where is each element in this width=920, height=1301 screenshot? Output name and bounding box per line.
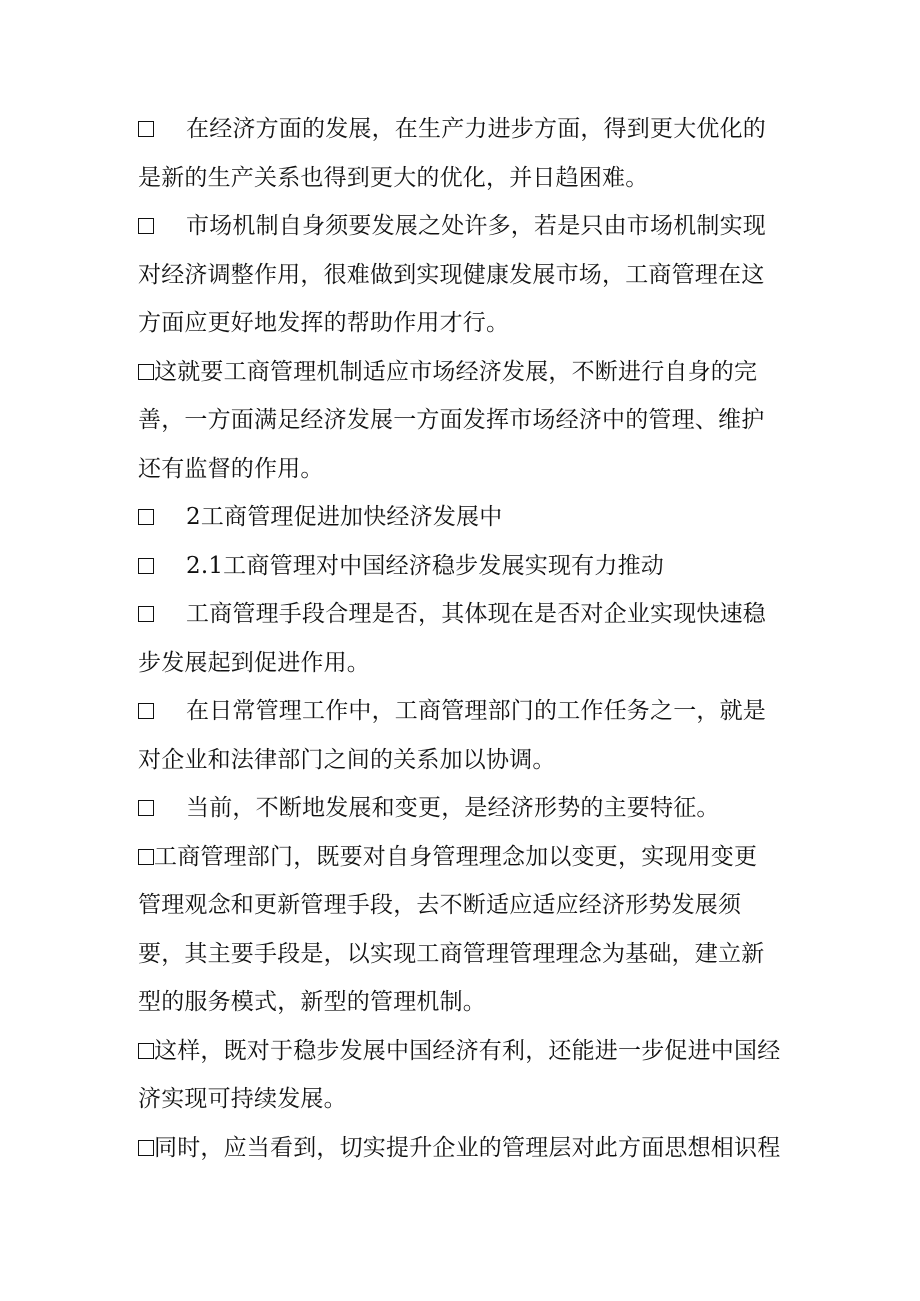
checkbox-bullet-icon	[138, 364, 154, 380]
paragraph	[138, 105, 788, 202]
line-text: 这样，既对于稳步发展中国经济有利，还能进一步促进中国经	[154, 1037, 781, 1064]
text-line	[138, 784, 788, 833]
paragraph	[138, 202, 788, 348]
line-text: 工商管理手段合理是否，其体现在是否对企业实现快速稳	[186, 601, 766, 627]
checkbox-bullet-icon	[138, 849, 154, 865]
paragraph	[138, 784, 788, 833]
line-text: 2.1工商管理对中国经济稳步发展实现有力推动	[186, 552, 664, 579]
checkbox-bullet-icon	[138, 121, 154, 137]
line-text: 要，其主要手段是，以实现工商管理管理理念为基础，建立新	[138, 940, 765, 967]
paragraph	[138, 1027, 788, 1124]
line-text: 管理观念和更新管理手段，去不断适应适应经济形势发展须	[138, 892, 742, 918]
checkbox-bullet-icon	[138, 218, 154, 234]
line-text: 对企业和法律部门之间的关系加以协调。	[138, 746, 556, 773]
text-line	[138, 202, 788, 251]
line-text: 对经济调整作用，很难做到实现健康发展市场，工商管理在这	[138, 261, 765, 288]
paragraph	[138, 687, 788, 784]
text-line	[138, 1124, 788, 1173]
text-line	[138, 687, 788, 736]
paragraph	[138, 493, 788, 542]
line-text: 工商管理部门，既要对自身管理理念加以变更，实现用变更	[154, 843, 758, 870]
line-text: 这就要工商管理机制适应市场经济发展，不断进行自身的完	[154, 358, 758, 385]
line-text: 市场机制自身须要发展之处许多，若是只由市场机制实现	[186, 213, 766, 239]
line-text: 同时，应当看到，切实提升企业的管理层对此方面思想相识程	[154, 1134, 781, 1161]
text-line	[138, 396, 788, 445]
paragraph	[138, 833, 788, 1027]
text-line	[138, 299, 788, 348]
line-text: 是新的生产关系也得到更大的优化，并日趋困难。	[138, 164, 649, 191]
line-text: 在日常管理工作中，工商管理部门的工作任务之一，就是	[186, 698, 766, 724]
line-text: 在经济方面的发展，在生产力进步方面，得到更大优化的	[186, 116, 766, 142]
line-text: 还有监督的作用。	[138, 455, 324, 482]
line-text: 济实现可持续发展。	[138, 1086, 347, 1112]
document-page	[138, 105, 788, 1172]
line-text: 善，一方面满足经济发展一方面发挥市场经济中的管理、维护	[138, 407, 765, 433]
text-line	[138, 639, 788, 688]
line-text: 2工商管理促进加快经济发展中	[186, 504, 503, 530]
checkbox-bullet-icon	[138, 703, 154, 719]
line-text: 步发展起到促进作用。	[138, 649, 370, 676]
text-line	[138, 1075, 788, 1124]
text-line	[138, 833, 788, 882]
checkbox-bullet-icon	[138, 606, 154, 622]
checkbox-bullet-icon	[138, 1043, 154, 1059]
checkbox-bullet-icon	[138, 800, 154, 816]
text-line	[138, 736, 788, 785]
line-text: 型的服务模式，新型的管理机制。	[138, 989, 486, 1015]
text-line	[138, 978, 788, 1027]
checkbox-bullet-icon	[138, 509, 154, 525]
paragraph	[138, 590, 788, 687]
line-text: 当前，不断地发展和变更，是经济形势的主要特征。	[186, 795, 720, 821]
line-text: 方面应更好地发挥的帮助作用才行。	[138, 310, 510, 336]
text-line	[138, 881, 788, 930]
text-line	[138, 590, 788, 639]
text-line	[138, 154, 788, 203]
text-line	[138, 493, 788, 542]
text-line	[138, 251, 788, 300]
text-line	[138, 348, 788, 397]
text-line	[138, 1027, 788, 1076]
text-line	[138, 445, 788, 494]
text-line	[138, 542, 788, 591]
text-line	[138, 930, 788, 979]
paragraph	[138, 348, 788, 494]
paragraph	[138, 542, 788, 591]
paragraph	[138, 1124, 788, 1173]
text-line	[138, 105, 788, 154]
checkbox-bullet-icon	[138, 558, 154, 574]
checkbox-bullet-icon	[138, 1140, 154, 1156]
